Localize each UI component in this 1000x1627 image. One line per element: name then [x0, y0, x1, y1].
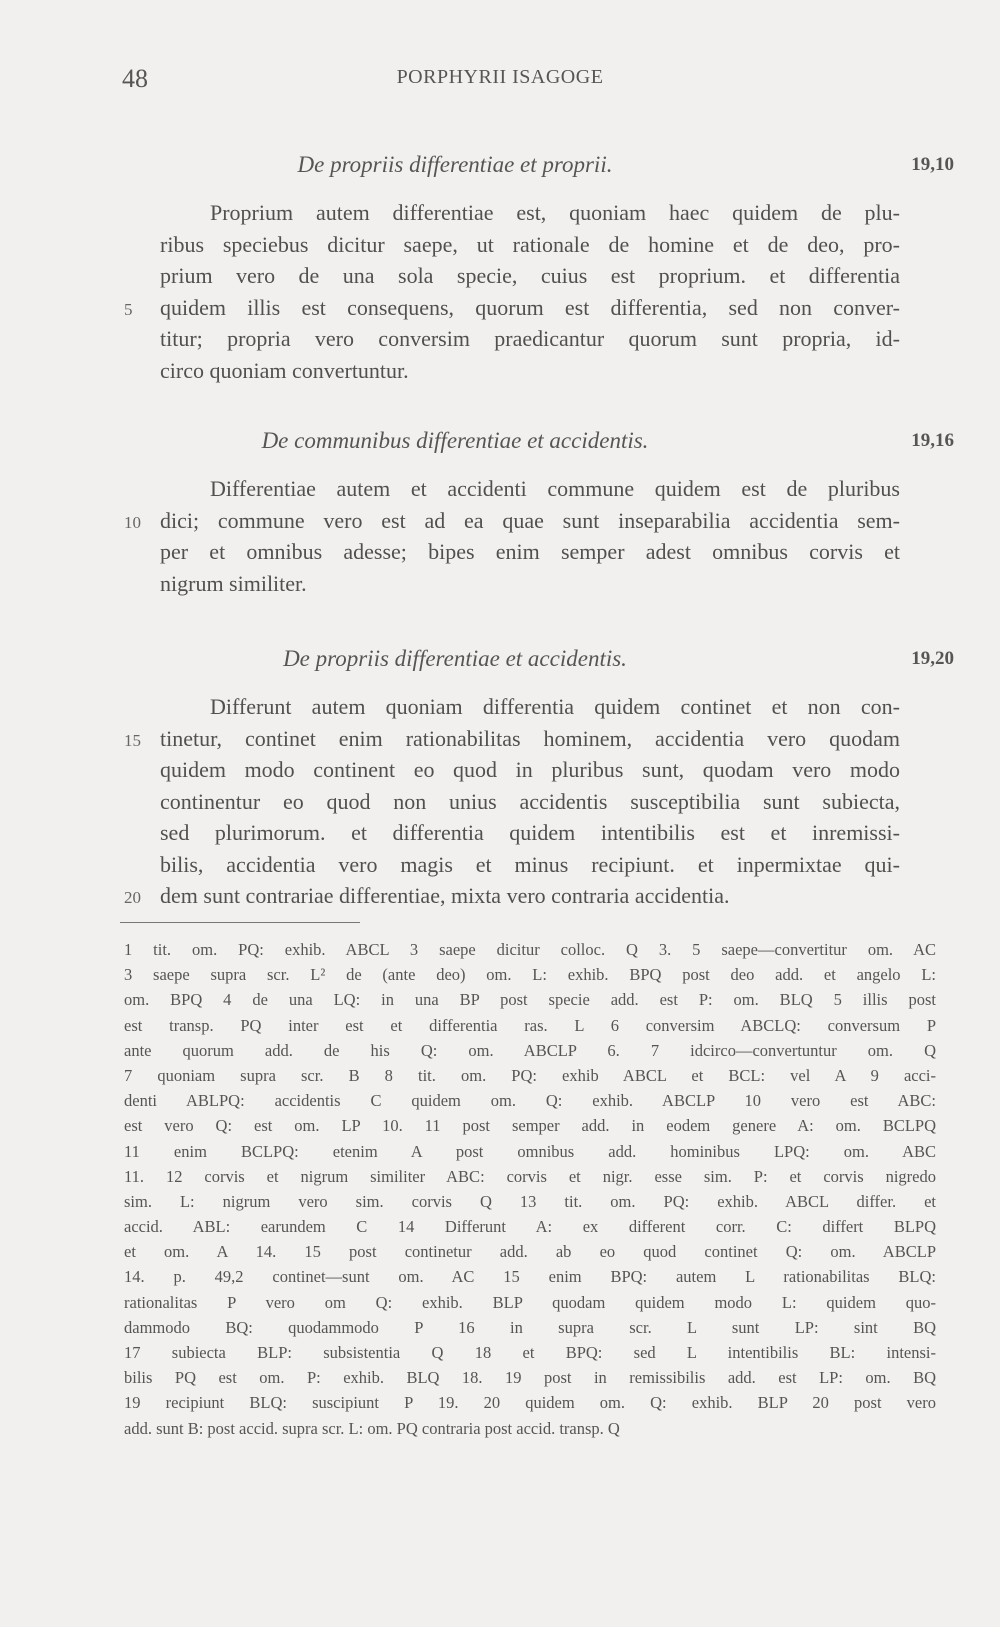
line-text: quidem modo continent eo quod in pluribus sunt, quodam vero modo — [160, 757, 900, 782]
paragraph — [0, 476, 1000, 602]
footnote-line: et om. A 14. 15 post continetur add. ab eo quod continet Q: om. ABCLP — [124, 1242, 936, 1262]
text-line — [0, 263, 1000, 295]
text-line — [0, 571, 1000, 603]
line-number: 5 — [124, 299, 133, 319]
section-accidentis — [0, 646, 1000, 915]
footnote-line: est transp. PQ inter est et differentia ras. L 6 conversim ABCLQ: conversum P — [124, 1015, 936, 1035]
text-line — [0, 726, 1000, 758]
line-text: Differentiae autem et accidenti commune quidem est de pluribus — [210, 476, 900, 501]
footnote-line: sim. L: nigrum vero sim. corvis Q 13 tit. om. PQ: exhib. ABCL differ. et — [124, 1191, 936, 1211]
line-text: dici; commune vero est ad ea quae sunt inseparabilia accidentia sem- — [160, 507, 900, 533]
footnote-line: 3 saepe supra scr. L² de (ante deo) om. L: exhib. BPQ post deo add. et angelo L: — [124, 965, 936, 985]
reference-marker: 19,10 — [911, 154, 954, 175]
line-text: dem sunt contrariae differentiae, mixta vero contraria accidentia. — [160, 883, 730, 908]
text-line — [0, 789, 1000, 821]
paragraph — [0, 200, 1000, 389]
paragraph — [0, 694, 1000, 915]
text-line — [0, 476, 1000, 508]
section-heading: De propriis differentiae et accidentis. — [283, 646, 627, 671]
footnote-line: ante quorum add. de his Q: om. ABCLP 6. 7 idcirco—convertuntur om. Q — [124, 1040, 936, 1060]
footnote-line: dammodo BQ: quodammodo P 16 in supra scr. L sunt LP: sint BQ — [124, 1317, 936, 1337]
section-heading: De propriis differentiae et proprii. — [297, 152, 613, 177]
line-text: Proprium autem differentiae est, quoniam haec quidem de plu- — [210, 200, 900, 225]
text-line — [0, 295, 1000, 327]
line-text: tinetur, continet enim rationabilitas hominem, accidentia vero quodam — [160, 725, 900, 751]
section-proprii — [0, 152, 1000, 389]
line-text: circo quoniam convertuntur. — [160, 357, 409, 383]
line-text: bilis, accidentia vero magis et minus recipiunt. et inpermixtae qui- — [160, 851, 900, 877]
line-text: nigrum similiter. — [160, 570, 307, 596]
text-line — [0, 200, 1000, 232]
footnote-line: est vero Q: est om. LP 10. 11 post semper add. in eodem genere A: om. BCLPQ — [124, 1116, 936, 1136]
footnotes — [124, 940, 936, 1444]
text-line — [0, 757, 1000, 789]
section-communibus — [0, 428, 1000, 602]
reference-marker: 19,16 — [911, 430, 954, 451]
line-number: 20 — [124, 888, 141, 907]
text-line — [0, 820, 1000, 852]
text-line — [0, 539, 1000, 571]
footnote-line: 17 subiecta BLP: subsistentia Q 18 et BPQ: sed L intentibilis BL: intensi- — [124, 1343, 936, 1362]
text-line — [0, 358, 1000, 390]
footnote-line: 11. 12 corvis et nigrum similiter ABC: corvis et nigr. esse sim. P: et corvis nigredo — [124, 1166, 936, 1186]
text-line — [0, 852, 1000, 884]
footnote-line: denti ABLPQ: accidentis C quidem om. Q: exhib. ABCLP 10 vero est ABC: — [124, 1091, 936, 1111]
line-text: Differunt autem quoniam differentia quidem continet et non con- — [210, 694, 900, 719]
text-line — [0, 508, 1000, 540]
line-text: sed plurimorum. et differentia quidem intentibilis est et inremissi- — [160, 820, 900, 845]
footnote-line: add. sunt B: post accid. supra scr. L: om. PQ contraria post accid. transp. Q — [124, 1418, 620, 1438]
reference-marker: 19,20 — [911, 648, 954, 669]
line-text: per et omnibus adesse; bipes enim semper adest omnibus corvis et — [160, 539, 900, 564]
footnote-line: accid. ABL: earundem C 14 Differunt A: ex different corr. C: differt BLPQ — [124, 1217, 936, 1237]
section-heading: De communibus differentiae et accidentis. — [261, 428, 649, 453]
footnote-line: 1 tit. om. PQ: exhib. ABCL 3 saepe dicitur colloc. Q 3. 5 saepe—convertitur om. AC — [124, 940, 936, 959]
text-line — [0, 326, 1000, 358]
page-number: 48 — [122, 64, 148, 93]
footnote-divider — [120, 922, 360, 923]
line-number: 15 — [124, 730, 141, 750]
footnote-line: 14. p. 49,2 continet—sunt om. AC 15 enim BPQ: autem L rationabilitas BLQ: — [124, 1267, 936, 1287]
running-title: PORPHYRII ISAGOGE — [396, 66, 604, 88]
footnote-line: 11 enim BCLPQ: etenim A post omnibus add. hominibus LPQ: om. ABC — [124, 1141, 936, 1161]
line-text: ribus speciebus dicitur saepe, ut rationale de homine et de deo, pro- — [160, 231, 900, 257]
line-text: titur; propria vero conversim praedicantur quorum sunt propria, id- — [160, 326, 900, 351]
text-line — [0, 883, 1000, 915]
footnote-line: om. BPQ 4 de una LQ: in una BP post specie add. est P: om. BLQ 5 illis post — [124, 990, 936, 1010]
footnote-line: rationalitas P vero om Q: exhib. BLP quodam quidem modo L: quidem quo- — [124, 1292, 936, 1312]
footnote-line: 7 quoniam supra scr. B 8 tit. om. PQ: exhib ABCL et BCL: vel A 9 acci- — [124, 1065, 936, 1085]
footnote-line: 19 recipiunt BLQ: suscipiunt P 19. 20 quidem om. Q: exhib. BLP 20 post vero — [124, 1393, 936, 1413]
line-text: continentur eo quod non unius accidentis susceptibilia sunt subiecta, — [160, 788, 900, 814]
line-text: prium vero de una sola specie, cuius est proprium. et differentia — [160, 263, 900, 288]
line-number: 10 — [124, 512, 141, 532]
text-line — [0, 232, 1000, 264]
page-header — [0, 60, 1000, 100]
text-line — [0, 694, 1000, 726]
line-text: quidem illis est consequens, quorum est differentia, sed non conver- — [160, 294, 900, 320]
footnote-line: bilis PQ est om. P: exhib. BLQ 18. 19 post in remissibilis add. est LP: om. BQ — [124, 1368, 936, 1388]
